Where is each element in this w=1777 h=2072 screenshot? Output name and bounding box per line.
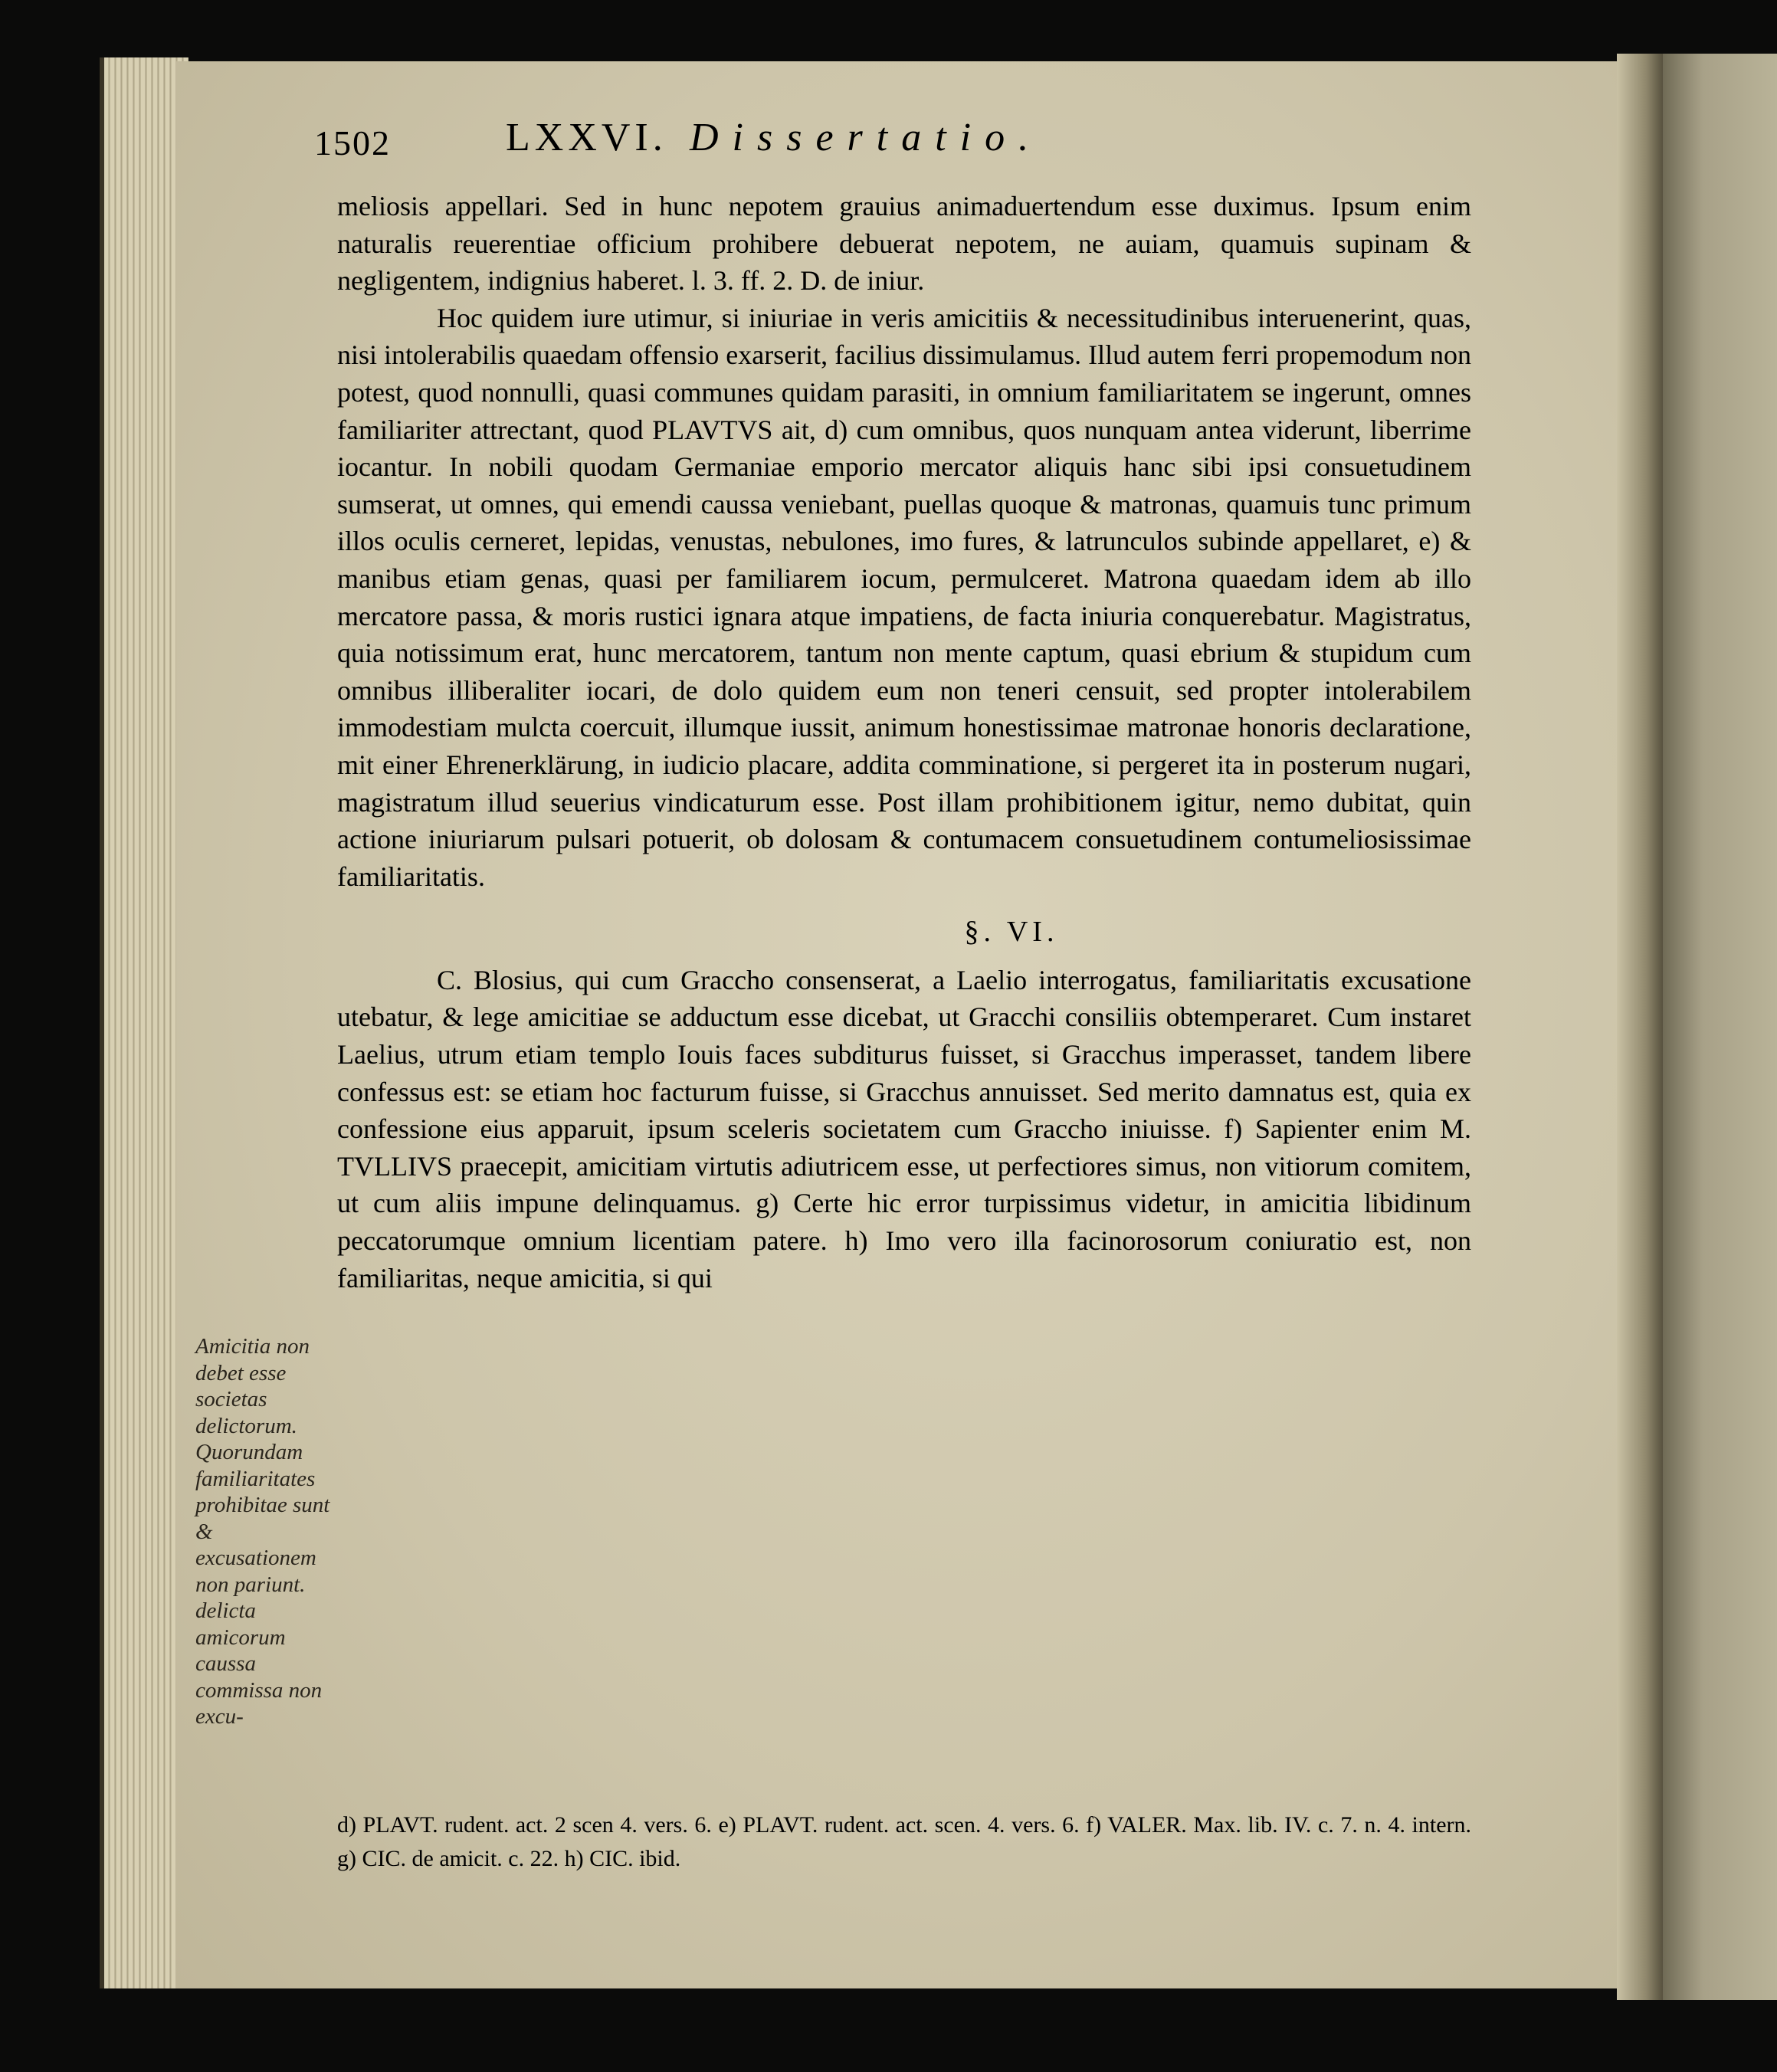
main-text [337,188,1471,1297]
book-page-edges [100,57,189,1988]
paragraph-blosius: C. Blosius, qui cum Graccho consenserat, a Laelio interrogatus, familiaritatis excusatione utebatur, & lege amicitiae se adductum esse dicebat, ut Gracchi consiliis obtemperaret. Cum instaret Laelius, utrum etiam templo Iouis faces subditurus fuisset, si Gracchus imperasset, tandem libere confessus est: se etiam hoc facturum fuisse, si Gracchus annuisset. Sed merito damnatus est, quia ex confessione eius apparuit, ipsum sceleris societatem cum Graccho iniuisse. f) Sapienter enim M. TVLLIVS praecepit, amicitiam virtutis adiutricem esse, ut perfectiores simus, non vitiorum comitem, ut cum aliis impune delinquamus. g) Certe hic error turpissimus videtur, in amicitia libidinum peccatorumque omnium licentiam patere. h) Imo vero illa facinorosorum coniuratio est, non familiaritas, neque amicitia, si qui [337,964,1471,1293]
running-header [314,115,1387,184]
facing-page-strip [1663,54,1777,2000]
paragraph-familiaritas: Hoc quidem iure utimur, si iniuriae in veris amicitiis & necessitudinibus interuenerint, quas, nisi intolerabilis quaedam offensio exarserit, facilius dissimulamus. Illud autem ferri propemodum non potest, quod nonnulli, quasi communes quidam parasiti, in omnium familiaritatem se ingerunt, omnes familiariter attrectant, quod PLAVTVS ait, d) cum omnibus, quos nunquam antea viderunt, liberrime iocantur. In nobili quodam Germaniae emporio mercator aliquis hanc sibi ipsi consuetudinem sumserat, ut omnes, qui emendi caussa veniebant, puellas quoque & matronas, quamuis tunc primum illos oculis cerneret, lepidas, venustas, nebulones, imo fures, & latrunculos subinde appellaret, e) & manibus etiam genas, quasi per familiarem iocum, permulceret. Matrona quaedam idem ab illo mercatore passa, & moris rustici ignara atque impatiens, de facta iniuria conquerebatur. Magistratus, quia notissimum erat, hunc mercatorem, tantum non mente captum, quasi ebrium & stupidum cum omnibus illiberaliter iocari, de dolo quidem eum non teneri censuit, sed propter intolerabilem immodestiam mulcta coercuit, illumque iussit, animum honestissimae matronae honoris declaratione, mit einer Ehrenerklärung, in iudicio placare, addita comminatione, si pergeret ita in posterum nugari, magistratum illud seuerius vindicaturum esse. Post illam prohibitionem igitur, nemo dubitat, quin actione iniuriarum pulsari potuerit, ob dolosam & contumacem consuetudinem contumeliosissimae familiaritatis. [337,302,1472,892]
paragraph-continuation: meliosis appellari. Sed in hunc nepotem grauius animaduertendum esse duximus. Ipsum enim naturalis reuerentiae officium prohibere debuerat nepotem, ne auiam, quamuis supinam & negligentem, indignius haberet. l. 3. ff. 2. D. de iniur. [337,191,1471,297]
dissertation-title: Dissertatio. [690,116,1043,159]
footnotes [337,1808,1471,1876]
footnote-block: d) PLAVT. rudent. act. 2 scen 4. vers. 6. e) PLAVT. rudent. act. scen. 4. vers. 6. f) VALER. Max. lib. IV. c. 7. n. 4. intern. g) CIC. de amicit. c. 22. h) CIC. ibid. [337,1812,1471,1871]
page-number: 1502 [314,123,391,162]
dissertation-number: LXXVI. [506,116,667,159]
marginal-note: Amicitia non debet esse societas delictorum. Quorundam familiaritates prohibitae sunt & excusationem non pariunt. delicta amicorum caussa commissa non excu- [195,1334,330,1729]
section-heading: §. VI. [964,916,1059,949]
